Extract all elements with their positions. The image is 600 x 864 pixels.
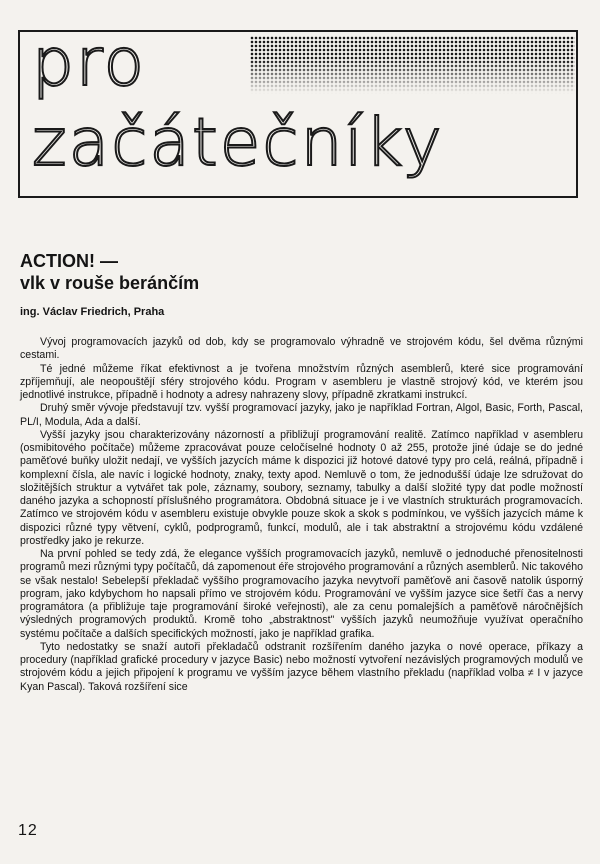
section-title-line1: pro [32, 24, 146, 101]
paragraph: Vyšší jazyky jsou charakterizovány názorností a přibližují programování realitě. Zatímco například v asembleru (osmibitového počítače) můžeme zpracovávat pouze celočíselné hodnoty 0 až 255, protože jiné údaje se do jedné paměťové buňky uložit nedají, ve vyšších jazycích máme k dispozici již hotové datové typy pro celá, reálná, případně i komplexní čísla, ale navíc i logické hodnoty, znaky, texty apod. Nemluvě o tom, že jednodušší údaje lze sdružovat do složitějších struktur a vytvářet tak pole, záznamy, soubory, seznamy, tabulky a další složité typy dat podle možností daného jazyka a schopností příslušného programátora. Obdobná situace je i ve vlastních strukturách programovacích. Zatímco ve strojovém kódu v asembleru existuje obvykle pouze skok a skok s podmínkou, ve vyšších jazycích máme k dispozici různé typy větvení, cyklů, podprogramů, funkcí, modulů, ale i tak abstraktní a strojovému kódu vzdálené prostředky jako je rekurze. [20, 428, 583, 547]
paragraph: Vývoj programovacích jazyků od dob, kdy se programovalo výhradně ve strojovém kódu, šel dvěma různými cestami. [20, 336, 583, 362]
section-title-line2: začátečníky [32, 104, 444, 181]
dither-pattern [250, 36, 575, 94]
paragraph: Tyto nedostatky se snaží autoři překladačů odstranit rozšířením daného jazyka o nové operace, příkazy a procedury (například grafické procedury v jazyce Basic) nebo možností vytvoření nezávislých programových modulů ve strojovém kódu a jejich připojení k programu ve vyšším jazyce během vlastního překladu (například volba ≠ I v jazyce Kyan Pascal). Taková rozšíření sice [20, 640, 583, 693]
paragraph: Té jedné můžeme říkat efektivnost a je tvořena množstvím různých asemblerů, které sice programování zpříjemňují, ale neopouštějí sféry strojového kódu. Program v asembleru je vlastně strojový kód, ve kterém jsou jednotlivé instrukce, případně i hodnoty a adresy nahrazeny slovy, případně zkratkami instrukcí. [20, 362, 583, 401]
section-header [18, 24, 578, 198]
paragraph: Na první pohled se tedy zdá, že elegance vyšších programovacích jazyků, nemluvě o jednoduché přenositelnosti programů mezi různými typy počítačů, dá zapomenout éře strojového programování a různých asemblerů. Nic takového se však nestalo! Sebelepší překladač vyššího programovacího jazyka nevytvoří paměťově ani časově natolik úsporný program, jako kdybychom ho napsali přímo ve strojovém kódu. Programování ve vyšším jazyce sice šetří čas a nervy programátora (a přibližuje taje programování široké veřejnosti), ale za cenu pomalejších a paměťově náročnějších výsledných programových produktů. Kromě toho „abstraktnost" vyšších jazyků neumožňuje využívat operačního systému počítače a dalších specifických možností, jako je například grafika. [20, 548, 583, 640]
page-number: 12 [18, 822, 38, 839]
author-byline: ing. Václav Friedrich, Praha [20, 306, 165, 318]
article-body [20, 336, 583, 694]
article-title-line1: ACTION! — [20, 251, 118, 271]
paragraph: Druhý směr vývoje představují tzv. vyšší programovací jazyky, jako je například Fortran, Algol, Basic, Forth, Pascal, PL/I, Modula, Ada a další. [20, 402, 583, 428]
article-title [20, 250, 199, 294]
article-title-line2: vlk v rouše beránčím [20, 273, 200, 293]
